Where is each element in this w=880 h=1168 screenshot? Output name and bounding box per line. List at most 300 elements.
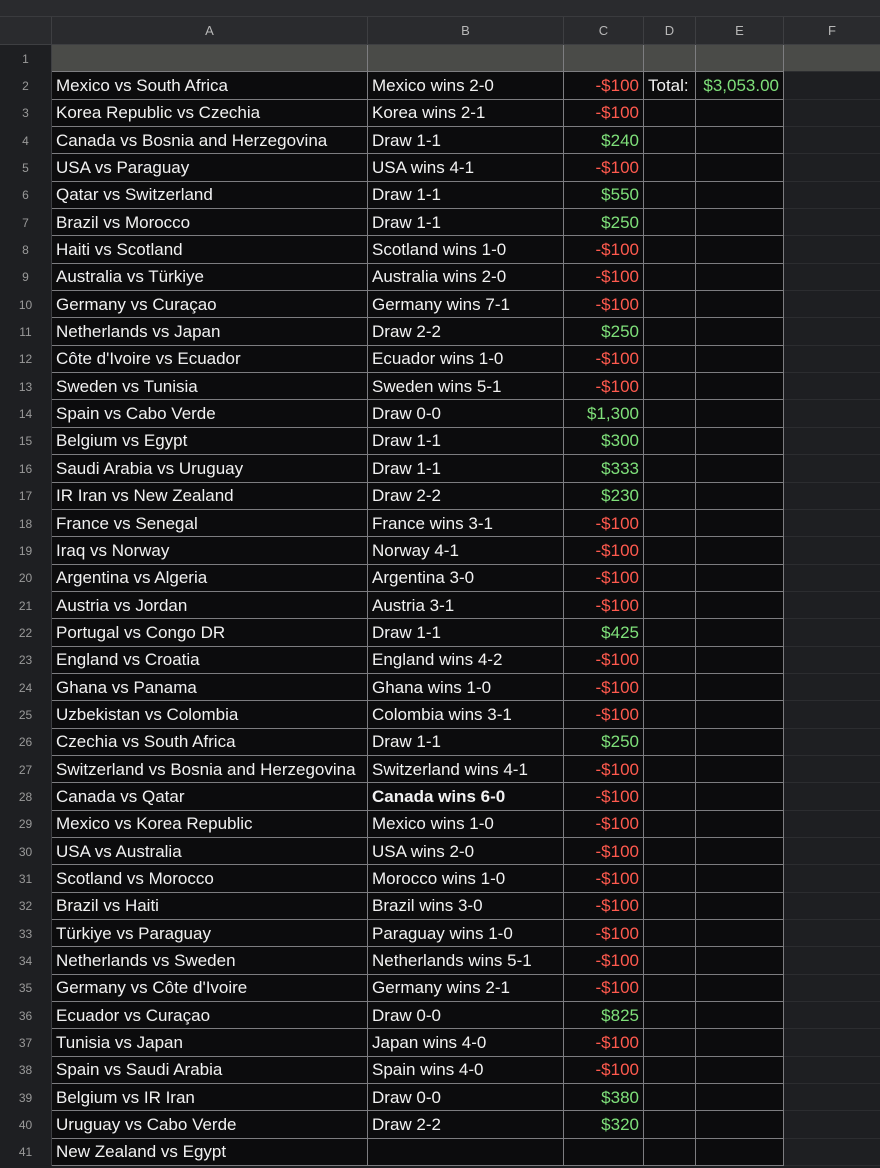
row-number[interactable]: 16 (0, 455, 52, 482)
total-label-cell[interactable]: Total: (644, 72, 696, 99)
cell-empty-e[interactable] (696, 45, 784, 72)
cell-match[interactable]: Netherlands vs Japan (52, 318, 368, 345)
cell-empty-d[interactable] (644, 1029, 696, 1056)
cell-result[interactable]: Draw 1-1 (368, 619, 564, 646)
row-number[interactable]: 32 (0, 893, 52, 920)
cell-result[interactable]: Morocco wins 1-0 (368, 865, 564, 892)
cell-match[interactable]: Ghana vs Panama (52, 674, 368, 701)
cell-empty-d[interactable] (644, 1111, 696, 1138)
row-number[interactable]: 10 (0, 291, 52, 318)
cell-result[interactable]: USA wins 4-1 (368, 154, 564, 181)
cell-empty-e[interactable] (696, 1029, 784, 1056)
cell-result[interactable]: Draw 0-0 (368, 1002, 564, 1029)
cell-result[interactable]: Mexico wins 1-0 (368, 811, 564, 838)
cell-result[interactable]: Draw 2-2 (368, 1111, 564, 1138)
cell-empty-f[interactable] (784, 400, 880, 427)
cell-match[interactable]: Tunisia vs Japan (52, 1029, 368, 1056)
row-number[interactable]: 12 (0, 346, 52, 373)
cell-amount[interactable]: -$100 (564, 975, 644, 1002)
cell-empty-e[interactable] (696, 1111, 784, 1138)
row-number[interactable]: 15 (0, 428, 52, 455)
cell-result[interactable]: Spain wins 4-0 (368, 1057, 564, 1084)
cell-match[interactable]: Switzerland vs Bosnia and Herzegovina (52, 756, 368, 783)
cell-empty-f[interactable] (784, 1139, 880, 1166)
cell-result[interactable]: Switzerland wins 4-1 (368, 756, 564, 783)
cell-result[interactable]: Australia wins 2-0 (368, 264, 564, 291)
cell-result[interactable] (368, 1139, 564, 1166)
cell-empty-d[interactable] (644, 45, 696, 72)
cell-empty-e[interactable] (696, 346, 784, 373)
cell-result[interactable]: Draw 1-1 (368, 455, 564, 482)
cell-empty-f[interactable] (784, 236, 880, 263)
cell-result[interactable]: Japan wins 4-0 (368, 1029, 564, 1056)
row-number[interactable]: 39 (0, 1084, 52, 1111)
cell-match[interactable]: France vs Senegal (52, 510, 368, 537)
cell-empty-d[interactable] (644, 701, 696, 728)
cell-match[interactable]: Australia vs Türkiye (52, 264, 368, 291)
cell-amount[interactable]: $250 (564, 729, 644, 756)
cell-empty-d[interactable] (644, 619, 696, 646)
cell-empty-d[interactable] (644, 674, 696, 701)
cell-empty-f[interactable] (784, 291, 880, 318)
cell-amount[interactable]: $320 (564, 1111, 644, 1138)
cell-empty-d[interactable] (644, 975, 696, 1002)
cell-empty-d[interactable] (644, 592, 696, 619)
cell-amount[interactable]: -$100 (564, 154, 644, 181)
cell-empty-e[interactable] (696, 428, 784, 455)
cell-amount[interactable]: -$100 (564, 674, 644, 701)
cell-empty-f[interactable] (784, 264, 880, 291)
row-number[interactable]: 40 (0, 1111, 52, 1138)
cell-amount[interactable]: -$100 (564, 565, 644, 592)
cell-match[interactable]: Qatar vs Switzerland (52, 182, 368, 209)
cell-empty-e[interactable] (696, 592, 784, 619)
cell-empty-e[interactable] (696, 483, 784, 510)
cell-empty-d[interactable] (644, 264, 696, 291)
cell-empty-d[interactable] (644, 510, 696, 537)
cell-empty-e[interactable] (696, 701, 784, 728)
cell-result[interactable]: USA wins 2-0 (368, 838, 564, 865)
cell-amount[interactable]: $240 (564, 127, 644, 154)
cell-amount[interactable]: $300 (564, 428, 644, 455)
cell-empty-e[interactable] (696, 920, 784, 947)
cell-result[interactable]: Brazil wins 3-0 (368, 893, 564, 920)
cell-empty-f[interactable] (784, 373, 880, 400)
cell-empty-f[interactable] (784, 920, 880, 947)
cell-empty-d[interactable] (644, 647, 696, 674)
cell-result[interactable]: England wins 4-2 (368, 647, 564, 674)
cell-empty-d[interactable] (644, 318, 696, 345)
cell-empty-f[interactable] (784, 565, 880, 592)
cell-empty-d[interactable] (644, 756, 696, 783)
cell-empty-d[interactable] (644, 455, 696, 482)
cell-empty-f[interactable] (784, 1111, 880, 1138)
cell-empty-f[interactable] (784, 811, 880, 838)
cell-empty-e[interactable] (696, 209, 784, 236)
cell-amount[interactable]: -$100 (564, 264, 644, 291)
row-number[interactable]: 2 (0, 72, 52, 99)
column-header-e[interactable]: E (696, 17, 784, 44)
cell-empty-f[interactable] (784, 647, 880, 674)
cell-empty-d[interactable] (644, 783, 696, 810)
row-number[interactable]: 21 (0, 592, 52, 619)
cell-empty-e[interactable] (696, 1057, 784, 1084)
cell-empty-f[interactable] (784, 975, 880, 1002)
cell-empty-f[interactable] (784, 510, 880, 537)
cell-result[interactable]: Draw 1-1 (368, 182, 564, 209)
cell-amount[interactable]: -$100 (564, 236, 644, 263)
cell-result[interactable]: Draw 2-2 (368, 318, 564, 345)
cell-empty-e[interactable] (696, 127, 784, 154)
cell-match[interactable]: Belgium vs Egypt (52, 428, 368, 455)
table-row (0, 182, 880, 209)
row-number[interactable]: 25 (0, 701, 52, 728)
cell-match[interactable]: New Zealand vs Egypt (52, 1139, 368, 1166)
cell-empty-f[interactable] (784, 893, 880, 920)
cell-empty-e[interactable] (696, 291, 784, 318)
cell-empty-d[interactable] (644, 483, 696, 510)
cell-empty-d[interactable] (644, 729, 696, 756)
cell-empty-d[interactable] (644, 236, 696, 263)
cell-empty-e[interactable] (696, 674, 784, 701)
row-number[interactable]: 38 (0, 1057, 52, 1084)
cell-empty-f[interactable] (784, 127, 880, 154)
cell-match[interactable]: USA vs Australia (52, 838, 368, 865)
cell-empty-f[interactable] (784, 701, 880, 728)
cell-empty-d[interactable] (644, 947, 696, 974)
row-number[interactable]: 1 (0, 45, 52, 72)
cell-empty-d[interactable] (644, 1084, 696, 1111)
cell-result[interactable]: Draw 1-1 (368, 729, 564, 756)
row-number[interactable]: 18 (0, 510, 52, 537)
cell-result[interactable]: Draw 1-1 (368, 209, 564, 236)
cell-match[interactable]: Mexico vs Korea Republic (52, 811, 368, 838)
cell-empty-d[interactable] (644, 1139, 696, 1166)
cell-empty-e[interactable] (696, 455, 784, 482)
cell-empty-f[interactable] (784, 483, 880, 510)
cell-empty-d[interactable] (644, 811, 696, 838)
cell-amount[interactable]: -$100 (564, 373, 644, 400)
cell-match[interactable]: IR Iran vs New Zealand (52, 483, 368, 510)
cell-empty-e[interactable] (696, 537, 784, 564)
cell-result[interactable]: Draw 1-1 (368, 428, 564, 455)
column-header-a[interactable]: A (52, 17, 368, 44)
select-all-corner[interactable] (0, 17, 52, 44)
row-number[interactable]: 27 (0, 756, 52, 783)
cell-amount[interactable]: -$100 (564, 947, 644, 974)
cell-empty-f[interactable] (784, 1084, 880, 1111)
cell-empty-e[interactable] (696, 975, 784, 1002)
cell-result[interactable]: Colombia wins 3-1 (368, 701, 564, 728)
cell-empty-d[interactable] (644, 373, 696, 400)
cell-empty-d[interactable] (644, 154, 696, 181)
row-number[interactable]: 33 (0, 920, 52, 947)
cell-empty-f[interactable] (784, 1002, 880, 1029)
cell-empty-f[interactable] (784, 865, 880, 892)
cell-amount[interactable]: -$100 (564, 346, 644, 373)
cell-match[interactable]: Ecuador vs Curaçao (52, 1002, 368, 1029)
cell-empty-e[interactable] (696, 1084, 784, 1111)
row-number[interactable]: 9 (0, 264, 52, 291)
cell-amount[interactable]: $333 (564, 455, 644, 482)
cell-empty-f[interactable] (784, 209, 880, 236)
cell-result[interactable] (368, 45, 564, 72)
cell-result[interactable]: Draw 2-2 (368, 483, 564, 510)
cell-amount[interactable]: $250 (564, 209, 644, 236)
table-row (0, 455, 880, 482)
cell-amount[interactable]: -$100 (564, 537, 644, 564)
cell-match[interactable]: Austria vs Jordan (52, 592, 368, 619)
cell-result[interactable]: Germany wins 2-1 (368, 975, 564, 1002)
row-number[interactable]: 23 (0, 647, 52, 674)
cell-match[interactable]: Scotland vs Morocco (52, 865, 368, 892)
row-number[interactable]: 14 (0, 400, 52, 427)
cell-amount[interactable]: -$100 (564, 838, 644, 865)
cell-match[interactable]: Germany vs Côte d'Ivoire (52, 975, 368, 1002)
cell-empty-e[interactable] (696, 565, 784, 592)
cell-empty-f[interactable] (784, 428, 880, 455)
cell-empty-d[interactable] (644, 400, 696, 427)
cell-amount[interactable] (564, 1139, 644, 1166)
row-number[interactable]: 36 (0, 1002, 52, 1029)
cell-match[interactable]: Brazil vs Haiti (52, 893, 368, 920)
cell-empty-d[interactable] (644, 346, 696, 373)
cell-empty-f[interactable] (784, 674, 880, 701)
cell-match[interactable]: Spain vs Cabo Verde (52, 400, 368, 427)
row-number[interactable]: 11 (0, 318, 52, 345)
cell-result[interactable]: Netherlands wins 5-1 (368, 947, 564, 974)
cell-match[interactable]: Netherlands vs Sweden (52, 947, 368, 974)
cell-match[interactable]: Czechia vs South Africa (52, 729, 368, 756)
cell-empty-f[interactable] (784, 729, 880, 756)
cell-match[interactable]: Uruguay vs Cabo Verde (52, 1111, 368, 1138)
cell-amount[interactable]: $1,300 (564, 400, 644, 427)
cell-amount[interactable]: -$100 (564, 291, 644, 318)
cell-empty-f[interactable] (784, 619, 880, 646)
cell-match[interactable]: Germany vs Curaçao (52, 291, 368, 318)
cell-empty-d[interactable] (644, 291, 696, 318)
cell-match[interactable] (52, 45, 368, 72)
cell-amount[interactable]: $380 (564, 1084, 644, 1111)
cell-empty-e[interactable] (696, 783, 784, 810)
cell-empty-e[interactable] (696, 811, 784, 838)
row-number[interactable]: 29 (0, 811, 52, 838)
cell-empty-d[interactable] (644, 1002, 696, 1029)
cell-amount[interactable]: $230 (564, 483, 644, 510)
cell-match[interactable]: Iraq vs Norway (52, 537, 368, 564)
row-number[interactable]: 17 (0, 483, 52, 510)
row-number[interactable]: 19 (0, 537, 52, 564)
cell-amount[interactable]: $425 (564, 619, 644, 646)
cell-match[interactable]: Uzbekistan vs Colombia (52, 701, 368, 728)
row-number[interactable]: 13 (0, 373, 52, 400)
cell-amount[interactable]: -$100 (564, 920, 644, 947)
cell-empty-d[interactable] (644, 1057, 696, 1084)
cell-amount[interactable]: $250 (564, 318, 644, 345)
cell-amount[interactable]: -$100 (564, 72, 644, 99)
cell-match[interactable]: Mexico vs South Africa (52, 72, 368, 99)
cell-empty-f[interactable] (784, 182, 880, 209)
cell-empty-e[interactable] (696, 154, 784, 181)
cell-match[interactable]: Brazil vs Morocco (52, 209, 368, 236)
cell-result[interactable]: Canada wins 6-0 (368, 783, 564, 810)
cell-amount[interactable]: -$100 (564, 100, 644, 127)
cell-empty-d[interactable] (644, 893, 696, 920)
cell-empty-e[interactable] (696, 318, 784, 345)
cell-empty-e[interactable] (696, 182, 784, 209)
cell-empty-f[interactable] (784, 154, 880, 181)
row-number[interactable]: 35 (0, 975, 52, 1002)
cell-match[interactable]: England vs Croatia (52, 647, 368, 674)
cell-empty-d[interactable] (644, 100, 696, 127)
row-number[interactable]: 20 (0, 565, 52, 592)
cell-empty-e[interactable] (696, 100, 784, 127)
cell-amount[interactable]: -$100 (564, 592, 644, 619)
cell-amount[interactable]: -$100 (564, 647, 644, 674)
cell-empty-e[interactable] (696, 893, 784, 920)
cell-empty-f[interactable] (784, 783, 880, 810)
cell-empty-f[interactable] (784, 838, 880, 865)
cell-match[interactable]: Argentina vs Algeria (52, 565, 368, 592)
cell-amount[interactable]: $550 (564, 182, 644, 209)
row-number[interactable]: 22 (0, 619, 52, 646)
cell-result[interactable]: Ghana wins 1-0 (368, 674, 564, 701)
cell-match[interactable]: Canada vs Bosnia and Herzegovina (52, 127, 368, 154)
column-header-d[interactable]: D (644, 17, 696, 44)
cell-empty-e[interactable] (696, 264, 784, 291)
cell-empty-f[interactable] (784, 756, 880, 783)
row-number[interactable]: 3 (0, 100, 52, 127)
row-number[interactable]: 31 (0, 865, 52, 892)
cell-amount[interactable]: -$100 (564, 510, 644, 537)
table-row (0, 783, 880, 810)
column-header-c[interactable]: C (564, 17, 644, 44)
cell-empty-f[interactable] (784, 72, 880, 99)
cell-empty-d[interactable] (644, 838, 696, 865)
cell-empty-e[interactable] (696, 400, 784, 427)
table-row (0, 592, 880, 619)
cell-result[interactable]: Draw 0-0 (368, 1084, 564, 1111)
cell-empty-f[interactable] (784, 45, 880, 72)
row-number[interactable]: 26 (0, 729, 52, 756)
cell-empty-e[interactable] (696, 1139, 784, 1166)
cell-empty-d[interactable] (644, 920, 696, 947)
cell-amount[interactable]: -$100 (564, 811, 644, 838)
cell-match[interactable]: Saudi Arabia vs Uruguay (52, 455, 368, 482)
cell-empty-e[interactable] (696, 619, 784, 646)
cell-match[interactable]: Türkiye vs Paraguay (52, 920, 368, 947)
cell-match[interactable]: Belgium vs IR Iran (52, 1084, 368, 1111)
cell-result[interactable]: Germany wins 7-1 (368, 291, 564, 318)
cell-match[interactable]: Canada vs Qatar (52, 783, 368, 810)
table-row (0, 1139, 880, 1166)
row-number[interactable]: 4 (0, 127, 52, 154)
cell-match[interactable]: Côte d'Ivoire vs Ecuador (52, 346, 368, 373)
cell-empty-f[interactable] (784, 346, 880, 373)
cell-result[interactable]: Norway 4-1 (368, 537, 564, 564)
cell-result[interactable]: Austria 3-1 (368, 592, 564, 619)
cell-empty-d[interactable] (644, 209, 696, 236)
cell-empty-f[interactable] (784, 100, 880, 127)
row-number[interactable]: 24 (0, 674, 52, 701)
row-number[interactable]: 28 (0, 783, 52, 810)
row-number[interactable]: 30 (0, 838, 52, 865)
cell-result[interactable]: Mexico wins 2-0 (368, 72, 564, 99)
cell-empty-e[interactable] (696, 947, 784, 974)
cell-amount[interactable]: -$100 (564, 1029, 644, 1056)
total-value-cell[interactable]: $3,053.00 (696, 72, 784, 99)
row-number[interactable]: 5 (0, 154, 52, 181)
cell-result[interactable]: Scotland wins 1-0 (368, 236, 564, 263)
column-header-f[interactable]: F (828, 23, 836, 38)
cell-empty-d[interactable] (644, 565, 696, 592)
cell-result[interactable]: Argentina 3-0 (368, 565, 564, 592)
cell-empty-f[interactable] (784, 592, 880, 619)
row-number[interactable]: 41 (0, 1139, 52, 1166)
row-number[interactable]: 8 (0, 236, 52, 263)
cell-match[interactable]: Sweden vs Tunisia (52, 373, 368, 400)
cell-empty-f[interactable] (784, 1029, 880, 1056)
cell-match[interactable]: Haiti vs Scotland (52, 236, 368, 263)
cell-empty-d[interactable] (644, 182, 696, 209)
cell-empty-e[interactable] (696, 236, 784, 263)
cell-empty-e[interactable] (696, 729, 784, 756)
cell-empty-e[interactable] (696, 865, 784, 892)
row-number[interactable]: 6 (0, 182, 52, 209)
cell-empty-e[interactable] (696, 647, 784, 674)
cell-result[interactable]: Draw 0-0 (368, 400, 564, 427)
cell-empty-f[interactable] (784, 537, 880, 564)
cell-empty-f[interactable] (784, 947, 880, 974)
cell-amount[interactable]: -$100 (564, 1057, 644, 1084)
column-header-b[interactable]: B (368, 17, 564, 44)
row-number[interactable]: 7 (0, 209, 52, 236)
row-number[interactable]: 37 (0, 1029, 52, 1056)
cell-empty-e[interactable] (696, 756, 784, 783)
cell-empty-e[interactable] (696, 373, 784, 400)
cell-empty-f[interactable] (784, 1057, 880, 1084)
table-row (0, 537, 880, 564)
cell-result[interactable]: Paraguay wins 1-0 (368, 920, 564, 947)
cell-amount[interactable]: -$100 (564, 865, 644, 892)
cell-empty-d[interactable] (644, 865, 696, 892)
cell-empty-d[interactable] (644, 537, 696, 564)
cell-result[interactable]: Ecuador wins 1-0 (368, 346, 564, 373)
cell-amount[interactable]: -$100 (564, 701, 644, 728)
cell-result[interactable]: Sweden wins 5-1 (368, 373, 564, 400)
cell-empty-e[interactable] (696, 838, 784, 865)
cell-empty-f[interactable] (784, 318, 880, 345)
cell-result[interactable]: Draw 1-1 (368, 127, 564, 154)
cell-empty-e[interactable] (696, 510, 784, 537)
cell-match[interactable]: USA vs Paraguay (52, 154, 368, 181)
cell-amount[interactable]: $825 (564, 1002, 644, 1029)
cell-empty-d[interactable] (644, 428, 696, 455)
cell-amount[interactable]: -$100 (564, 756, 644, 783)
cell-amount[interactable] (564, 45, 644, 72)
cell-result[interactable]: France wins 3-1 (368, 510, 564, 537)
cell-empty-f[interactable] (784, 455, 880, 482)
cell-match[interactable]: Korea Republic vs Czechia (52, 100, 368, 127)
cell-match[interactable]: Spain vs Saudi Arabia (52, 1057, 368, 1084)
row-number[interactable]: 34 (0, 947, 52, 974)
cell-empty-e[interactable] (696, 1002, 784, 1029)
cell-amount[interactable]: -$100 (564, 783, 644, 810)
cell-match[interactable]: Portugal vs Congo DR (52, 619, 368, 646)
cell-amount[interactable]: -$100 (564, 893, 644, 920)
cell-empty-d[interactable] (644, 127, 696, 154)
cell-result[interactable]: Korea wins 2-1 (368, 100, 564, 127)
